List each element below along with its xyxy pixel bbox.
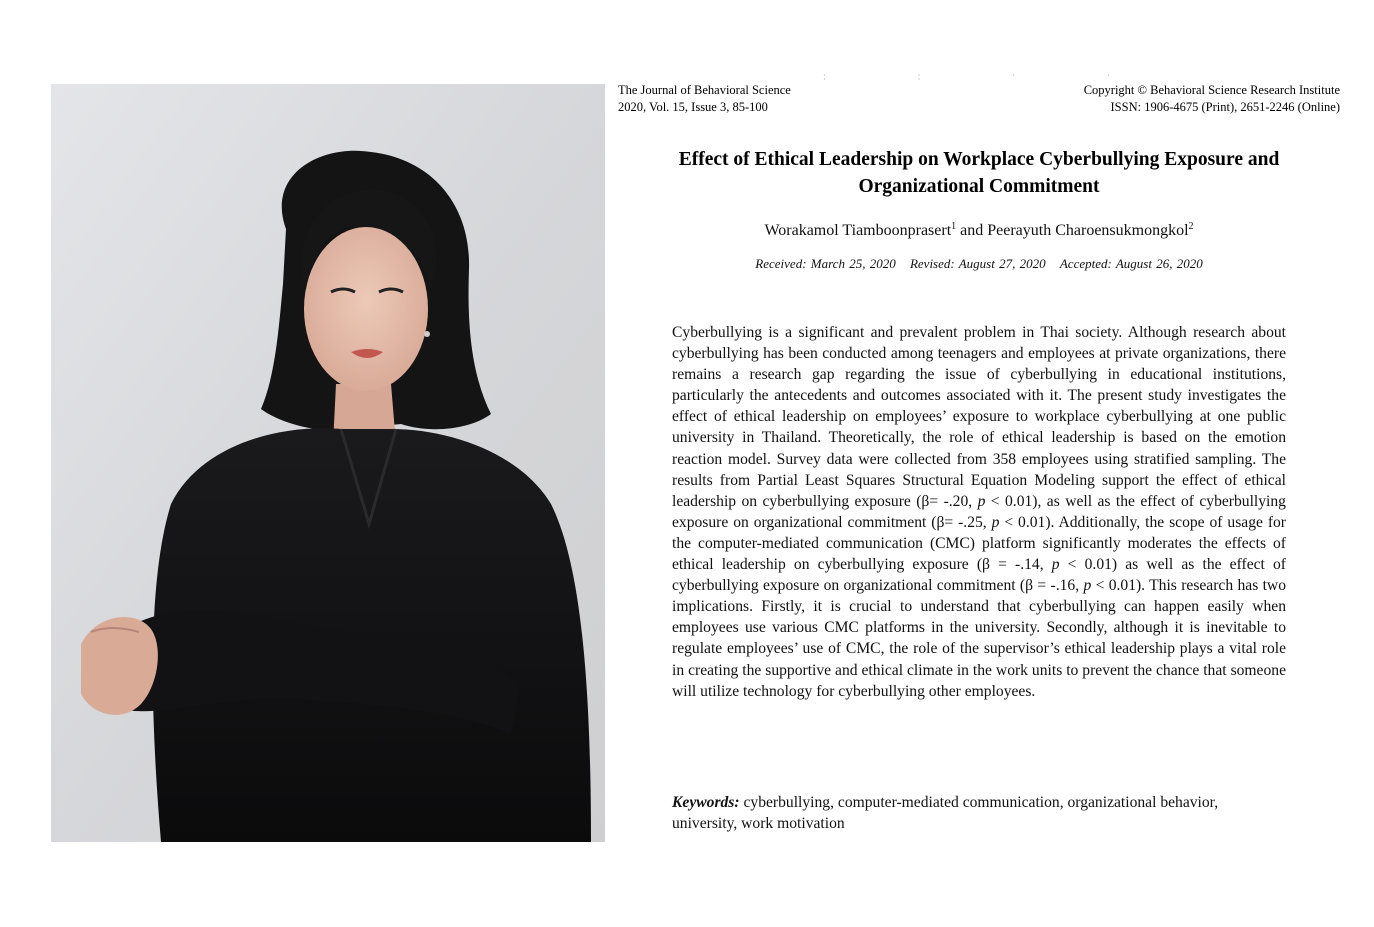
keywords-list: cyberbullying, computer-mediated communication, organizational behavior, university, work motivation [672, 794, 1219, 833]
publication-dates [618, 255, 1340, 273]
author-portrait-photo [51, 84, 605, 842]
journal-rights [1084, 82, 1340, 116]
keywords-label: Keywords: [672, 794, 740, 811]
decorative-dots: · · · · · · [823, 71, 1155, 84]
revised-date: Revised: August 27, 2020 [909, 256, 1046, 271]
journal-header-row [618, 82, 1340, 116]
author-list [618, 221, 1340, 241]
p-value-symbol: p [977, 492, 986, 510]
p-value-symbol: p [1083, 577, 1092, 595]
author-name: Peerayuth Charoensukmongkol [987, 222, 1189, 239]
p-value-symbol: p [1051, 556, 1060, 574]
abstract-text: Cyberbullying is a significant and prevalent problem in Thai society. Although research about cyberbullying has been conducted among teenagers and employees at private organizations, there remains a research gap regarding the issue of cyberbullying in educational institutions, particularly the antecedents and outcomes associated with it. The present study investigates the effect of ethical leadership on employees’ exposure to workplace cyberbullying at one public university in Thailand. Theoretically, the role of ethical leadership is based on the emotion reaction model. Survey data were collected from 358 employees using stratified sampling. The results from Partial Least Squares Structural Equation Modeling support the effect of ethical leadership on cyberbullying exposure (β= -.20, p < 0.01), as well as the effect of cyberbullying exposure on organizational commitment (β= -.25, p < 0.01). Additionally, the scope of usage for the computer-mediated communication (CMC) platform significantly moderates the effects of ethical leadership on cyberbullying exposure (β = -.14, p < 0.01) as well as the effect of cyberbullying exposure on organizational commitment (β = -.16, p < 0.01). This research has two implications. Firstly, it is crucial to understand that cyberbullying can happen easily when employees use various CMC platforms in the university. Secondly, although it is inevitable to regulate employees’ use of CMC, the role of the supervisor’s ethical leadership plays a vital role in creating the supportive and ethical climate in the work units to prevent the chance that someone will utilize technology for cyberbullying other employees. [672, 324, 1287, 700]
paper-title: Effect of Ethical Leadership on Workplace Cyberbullying Exposure and Organizational Commitment [678, 149, 1280, 197]
paper-header [618, 71, 1340, 273]
issn: ISSN: 1906-4675 (Print), 2651-2246 (Online) [1110, 100, 1340, 114]
p-value-symbol: p [991, 513, 1000, 531]
journal-issue: 2020, Vol. 15, Issue 3, 85-100 [618, 100, 768, 114]
portrait-illustration [51, 84, 605, 842]
keywords [672, 792, 1286, 834]
copyright-notice: Copyright © Behavioral Science Research Institute [1083, 83, 1340, 97]
author-affiliation-mark: 2 [1188, 221, 1194, 232]
author-affiliation-mark: 1 [951, 221, 957, 232]
author-join: and [960, 222, 984, 239]
accepted-date: Accepted: August 26, 2020 [1059, 256, 1203, 271]
author-name: Worakamol Tiamboonprasert [764, 222, 952, 239]
journal-name: The Journal of Behavioral Science [618, 83, 791, 97]
received-date: Received: March 25, 2020 [755, 256, 896, 271]
journal-info [618, 82, 791, 116]
